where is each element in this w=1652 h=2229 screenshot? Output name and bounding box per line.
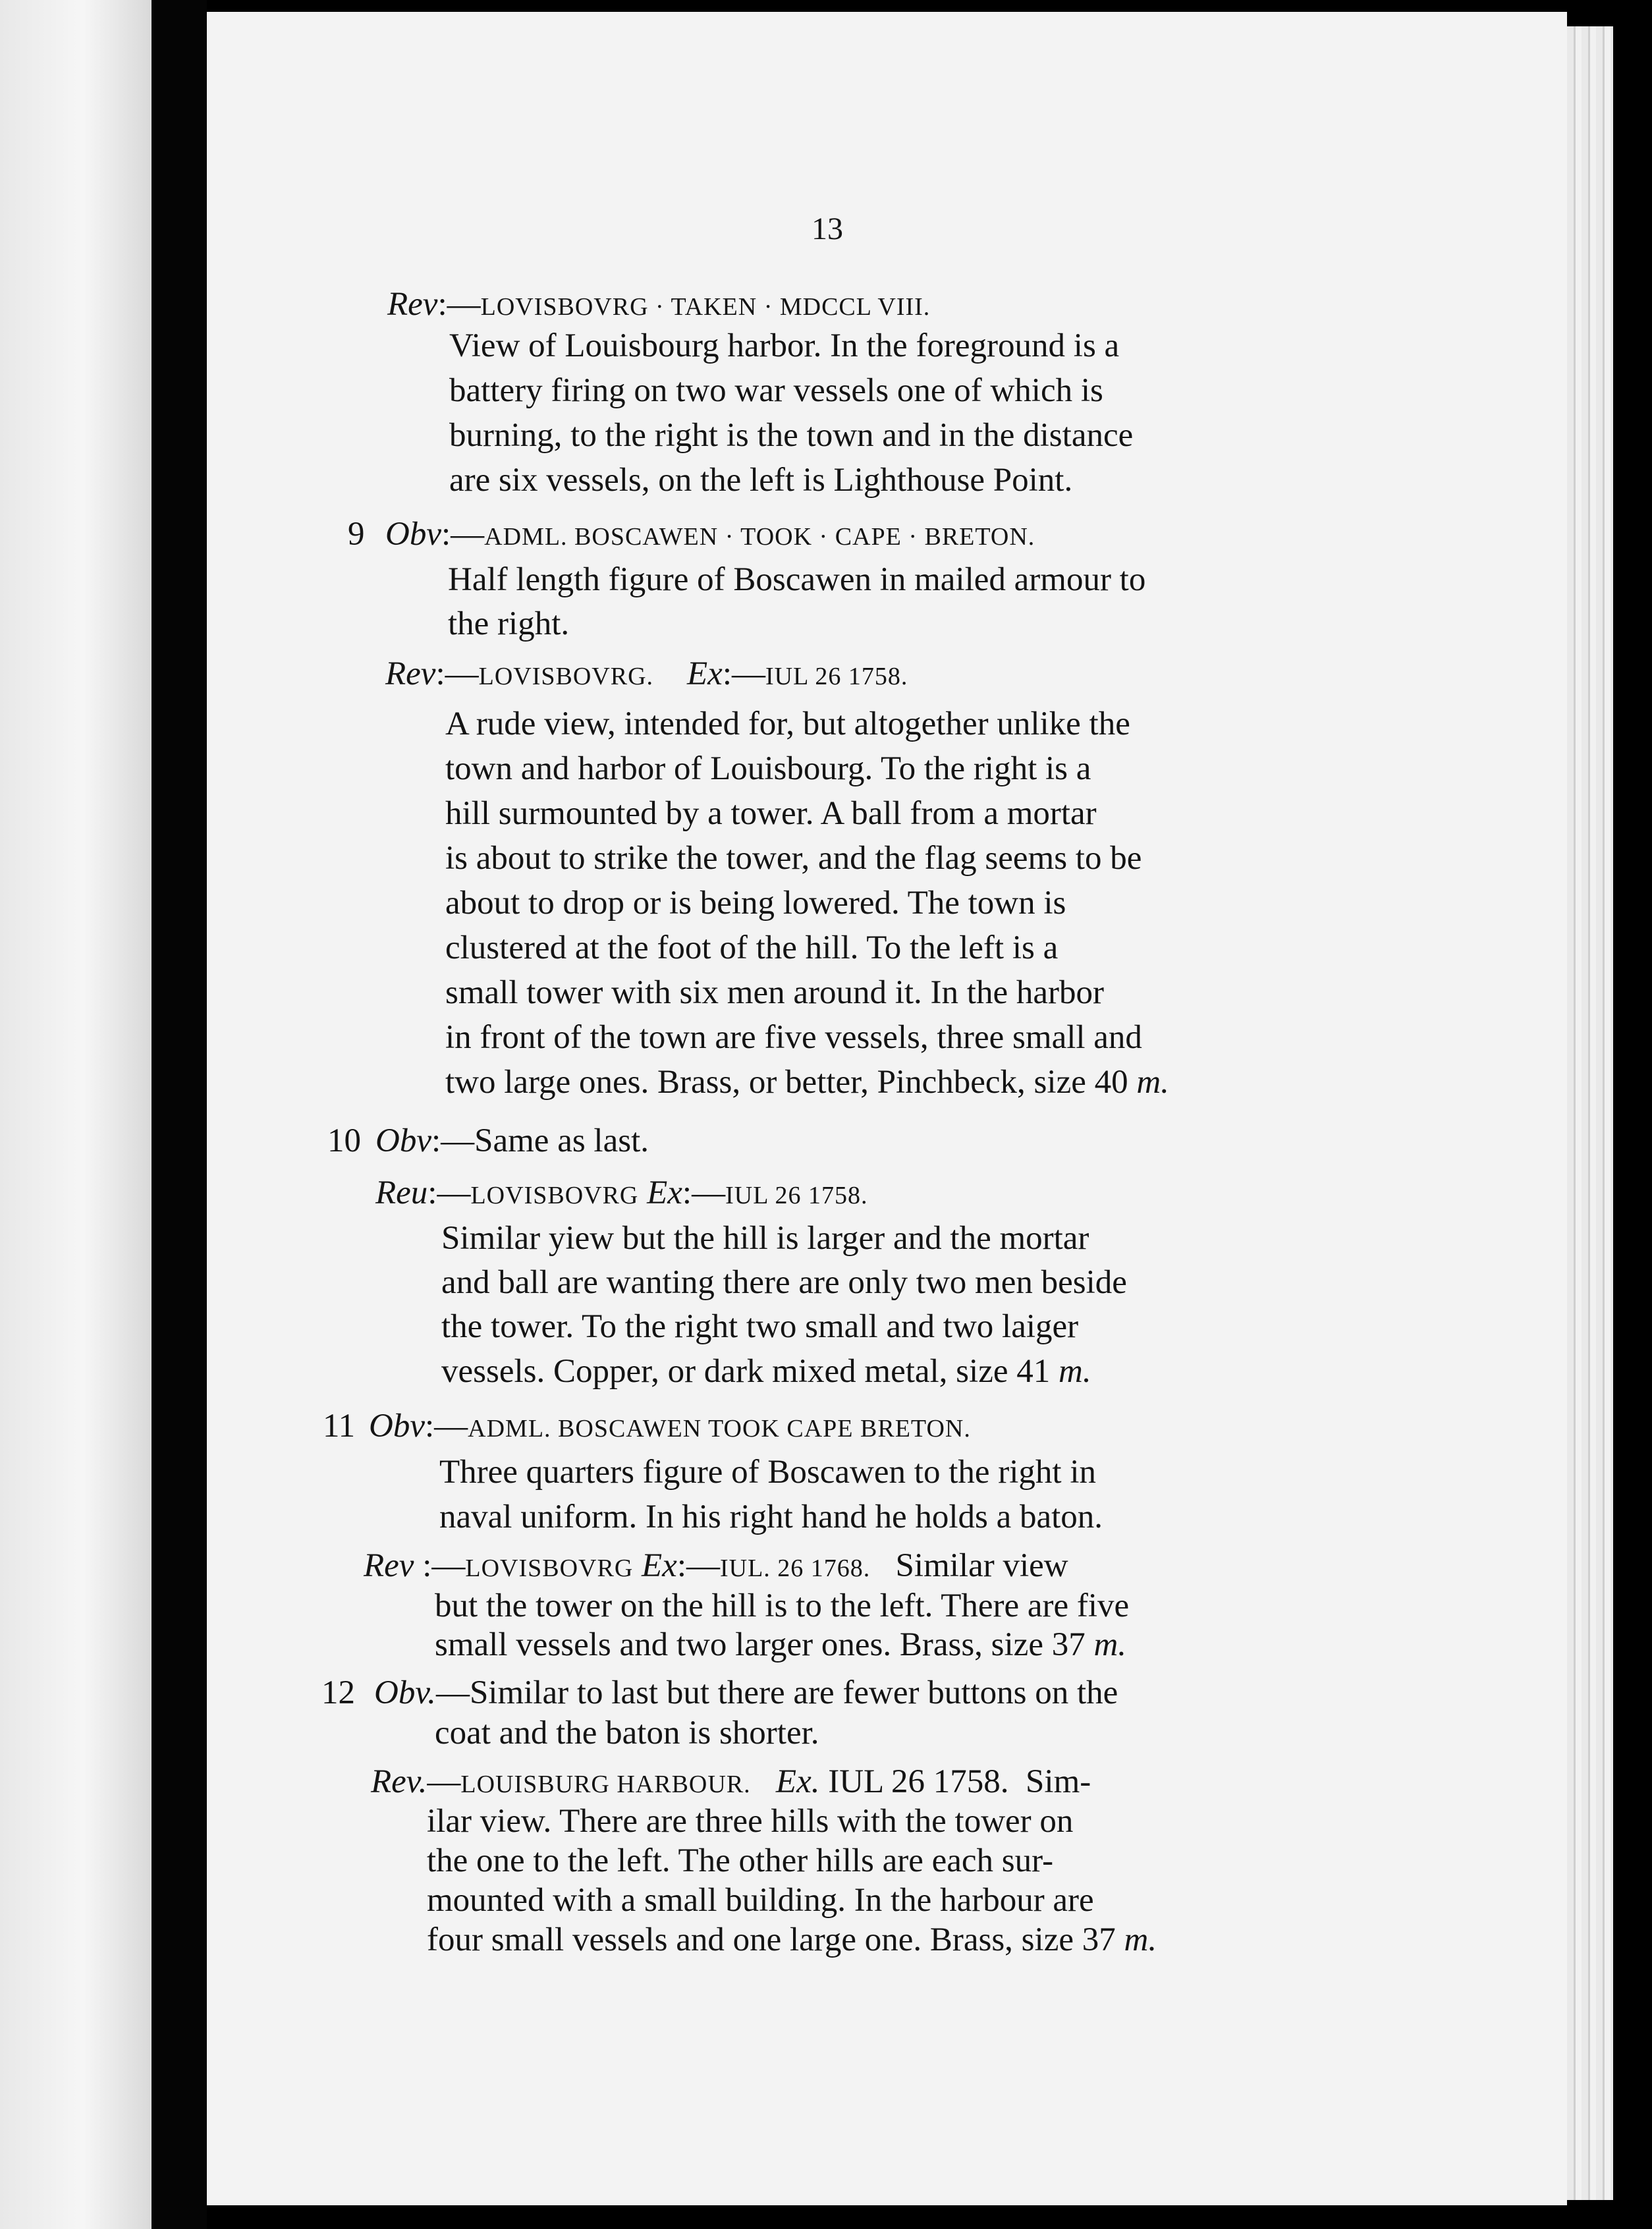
obv-heading: Obv:—Same as last. xyxy=(375,1122,649,1159)
rev-heading: Rev:—LOVISBOVRG. Ex:—IUL 26 1758. xyxy=(385,655,908,692)
rev-description-line: clustered at the foot of the hill. To the left is a xyxy=(445,929,1059,966)
rev-description-line: is about to strike the tower, and the flag seems to be xyxy=(445,840,1142,877)
rev-description-line: in front of the town are five vessels, three small and xyxy=(445,1019,1142,1056)
rev-description-line: the one to the left. The other hills are each sur- xyxy=(427,1842,1054,1879)
entry-number: 10 xyxy=(327,1122,361,1159)
obv-description-line: coat and the baton is shorter. xyxy=(435,1715,819,1751)
entry-number: 12 xyxy=(321,1674,355,1711)
rev-heading: Reu:—LOVISBOVRG Ex:—IUL 26 1758. xyxy=(375,1174,868,1211)
rev-description-line: small vessels and two larger ones. Brass, size 37 m. xyxy=(435,1626,1127,1663)
obv-heading: Obv.—Similar to last but there are fewer buttons on the xyxy=(374,1674,1118,1711)
rev-description-line: four small vessels and one large one. Brass, size 37 m. xyxy=(427,1921,1157,1958)
rev-description-line: small tower with six men around it. In the harbor xyxy=(445,974,1104,1011)
rev-description-line: hill surmounted by a tower. A ball from a mortar xyxy=(445,795,1097,832)
entry-number: 11 xyxy=(323,1408,356,1445)
rev-description-line: the tower. To the right two small and two laiger xyxy=(441,1308,1079,1345)
rev-description-line: two large ones. Brass, or better, Pinchbeck, size 40 m. xyxy=(445,1064,1169,1101)
rev-description-line: burning, to the right is the town and in the distance xyxy=(449,417,1134,454)
rev-description-line: vessels. Copper, or dark mixed metal, size 41 m. xyxy=(441,1353,1091,1390)
rev-description-line: A rude view, intended for, but altogether unlike the xyxy=(445,705,1130,742)
rev-description-line: Similar yiew but the hill is larger and the mortar xyxy=(441,1220,1089,1257)
obv-heading: Obv:—ADML. BOSCAWEN · TOOK · CAPE · BRETON. xyxy=(385,516,1035,553)
obv-description-line: Half length figure of Boscawen in mailed armour to xyxy=(448,561,1146,598)
rev-description-line: mounted with a small building. In the harbour are xyxy=(427,1882,1094,1919)
rev-description-line: are six vessels, on the left is Lighthouse Point. xyxy=(449,462,1073,499)
rev-description-line: battery firing on two war vessels one of which is xyxy=(449,372,1103,409)
rev-heading: Rev:—LOVISBOVRG · TAKEN · MDCCL VIII. xyxy=(387,286,931,323)
rev-description-line: and ball are wanting there are only two men beside xyxy=(441,1264,1127,1301)
page-number: 13 xyxy=(812,211,843,246)
rev-description-line: ilar view. There are three hills with the tower on xyxy=(427,1803,1074,1840)
obv-description-line: Three quarters figure of Boscawen to the right in xyxy=(439,1454,1096,1491)
rev-description-line: but the tower on the hill is to the left. There are five xyxy=(435,1587,1130,1624)
rev-description-line: town and harbor of Louisbourg. To the right is a xyxy=(445,750,1091,787)
obv-description-line: naval uniform. In his right hand he holds a baton. xyxy=(439,1499,1103,1535)
entry-number: 9 xyxy=(348,516,365,553)
rev-description-line: about to drop or is being lowered. The town is xyxy=(445,885,1066,922)
rev-description-line: View of Louisbourg harbor. In the foreground is a xyxy=(449,327,1120,364)
obv-heading: Obv:—ADML. BOSCAWEN TOOK CAPE BRETON. xyxy=(369,1408,971,1445)
rev-heading: Rev.—LOUISBURG HARBOUR. Ex. IUL 26 1758. Sim- xyxy=(371,1763,1091,1800)
obv-description-line: the right. xyxy=(448,605,570,642)
rev-heading: Rev :—LOVISBOVRG Ex:—IUL. 26 1768. Similar view xyxy=(364,1547,1068,1584)
